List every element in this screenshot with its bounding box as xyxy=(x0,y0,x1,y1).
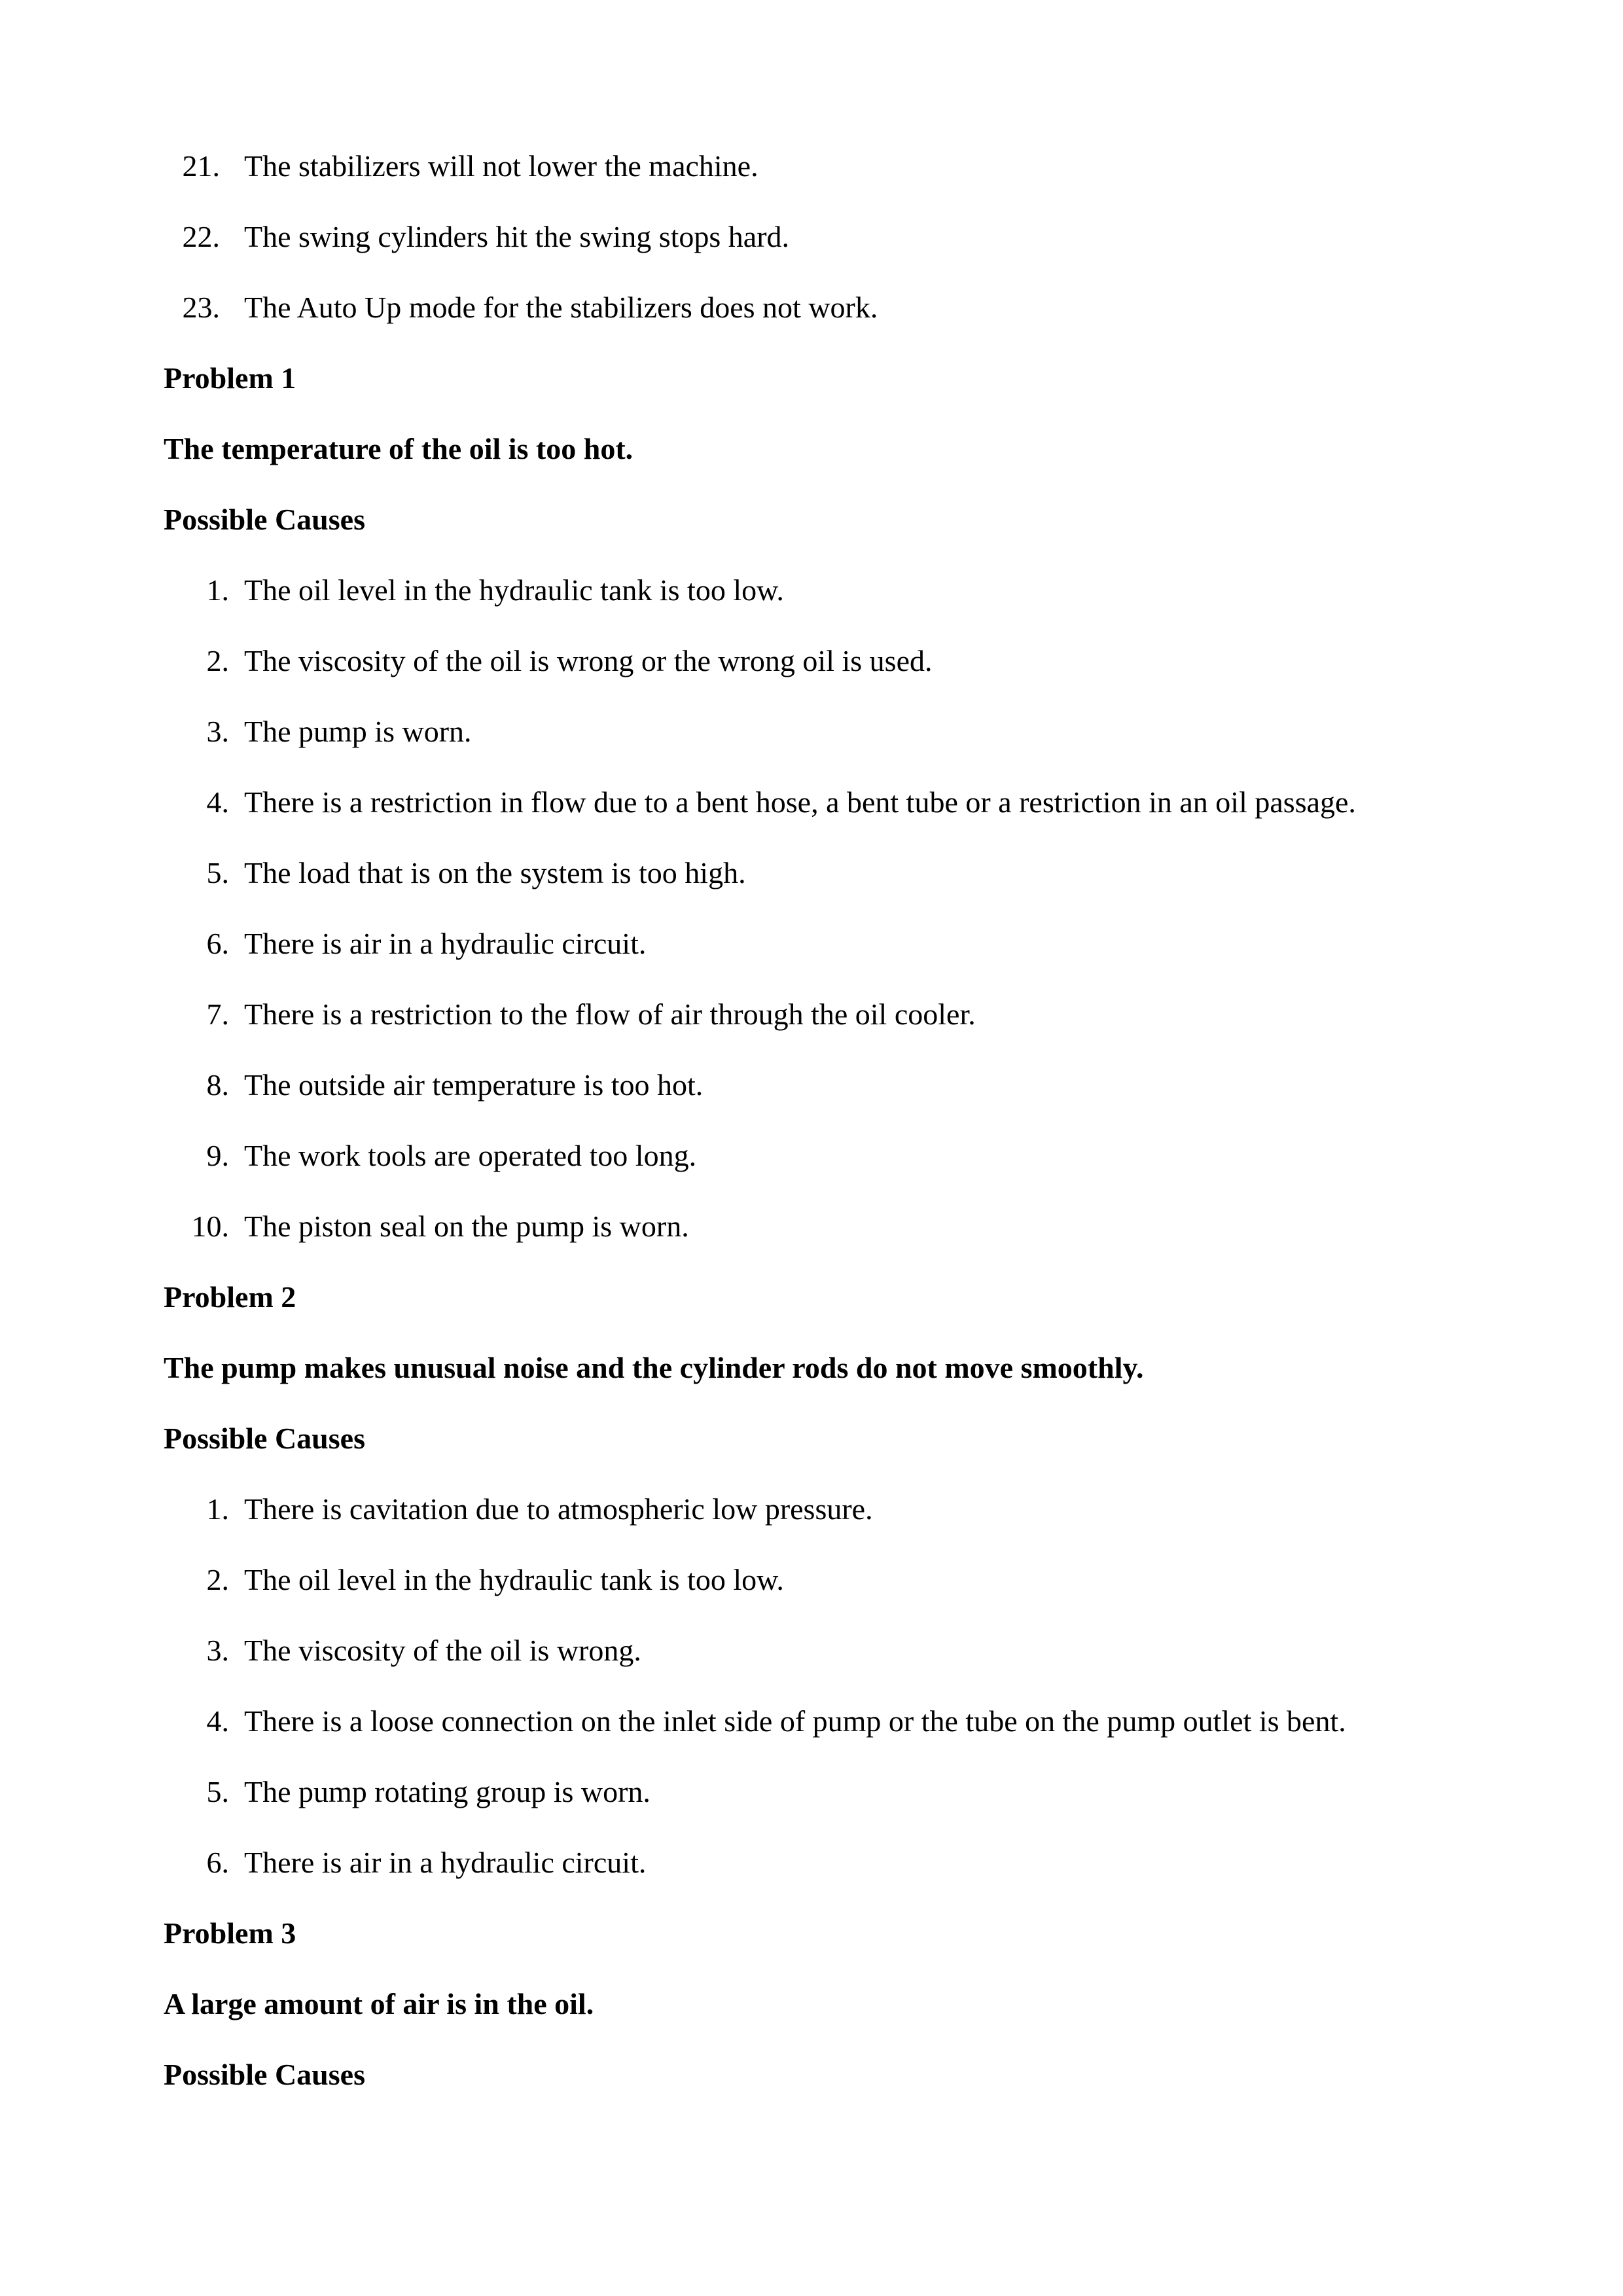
list-item-number: 2. xyxy=(206,644,229,677)
list-item-number: 1. xyxy=(206,573,229,607)
problem-2-title: The pump makes unusual noise and the cylinder rods do not move smoothly. xyxy=(164,1351,1144,1384)
list-item-text: The load that is on the system is too high. xyxy=(244,856,746,889)
list-item-text: The outside air temperature is too hot. xyxy=(244,1068,704,1102)
problem-2-label: Problem 2 xyxy=(164,1280,296,1314)
list-item-text: The swing cylinders hit the swing stops hard. xyxy=(244,220,790,253)
list-item-text: The oil level in the hydraulic tank is too low. xyxy=(244,1563,784,1596)
list-item-text: The oil level in the hydraulic tank is too low. xyxy=(244,573,784,607)
problem-3-title: A large amount of air is in the oil. xyxy=(164,1987,594,2020)
list-item-text: There is a loose connection on the inlet side of pump or the tube on the pump outlet is bent. xyxy=(244,1704,1346,1738)
problem-1-title: The temperature of the oil is too hot. xyxy=(164,432,633,465)
list-item-text: There is cavitation due to atmospheric low pressure. xyxy=(244,1492,873,1526)
list-item-text: The stabilizers will not lower the machine. xyxy=(244,149,758,183)
list-item-number: 2. xyxy=(206,1563,229,1596)
problem-3-label: Problem 3 xyxy=(164,1916,296,1950)
list-item-text: The viscosity of the oil is wrong or the wrong oil is used. xyxy=(244,644,933,677)
list-item-number: 3. xyxy=(206,715,229,748)
list-item-text: The pump is worn. xyxy=(244,715,472,748)
problem-2-causes-heading: Possible Causes xyxy=(164,1422,365,1455)
list-item-number: 5. xyxy=(206,856,229,889)
list-item-number: 4. xyxy=(206,1704,229,1738)
list-item-number: 6. xyxy=(206,927,229,960)
list-item-text: The work tools are operated too long. xyxy=(244,1139,697,1172)
list-item-number: 9. xyxy=(206,1139,229,1172)
list-item-number: 21. xyxy=(182,149,220,183)
list-item-text: The viscosity of the oil is wrong. xyxy=(244,1634,641,1667)
list-item-number: 7. xyxy=(206,997,229,1031)
list-item-number: 1. xyxy=(206,1492,229,1526)
list-item-number: 4. xyxy=(206,785,229,819)
list-item-number: 6. xyxy=(206,1846,229,1879)
list-item-text: There is a restriction to the flow of air through the oil cooler. xyxy=(244,997,976,1031)
list-item-number: 10. xyxy=(191,1210,229,1243)
problem-1-causes-heading: Possible Causes xyxy=(164,503,365,536)
list-item-text: There is air in a hydraulic circuit. xyxy=(244,1846,647,1879)
problem-3-causes-heading: Possible Causes xyxy=(164,2058,365,2091)
list-item-text: The piston seal on the pump is worn. xyxy=(244,1210,689,1243)
list-item-number: 23. xyxy=(182,291,220,324)
list-item-number: 22. xyxy=(182,220,220,253)
list-item-text: There is air in a hydraulic circuit. xyxy=(244,927,647,960)
list-item-text: The Auto Up mode for the stabilizers does not work. xyxy=(244,291,878,324)
list-item-number: 3. xyxy=(206,1634,229,1667)
problem-1-label: Problem 1 xyxy=(164,361,296,395)
list-item-number: 8. xyxy=(206,1068,229,1102)
list-item-text: The pump rotating group is worn. xyxy=(244,1775,651,1808)
list-item-number: 5. xyxy=(206,1775,229,1808)
list-item-text: There is a restriction in flow due to a bent hose, a bent tube or a restriction in an oil passage. xyxy=(244,785,1356,819)
